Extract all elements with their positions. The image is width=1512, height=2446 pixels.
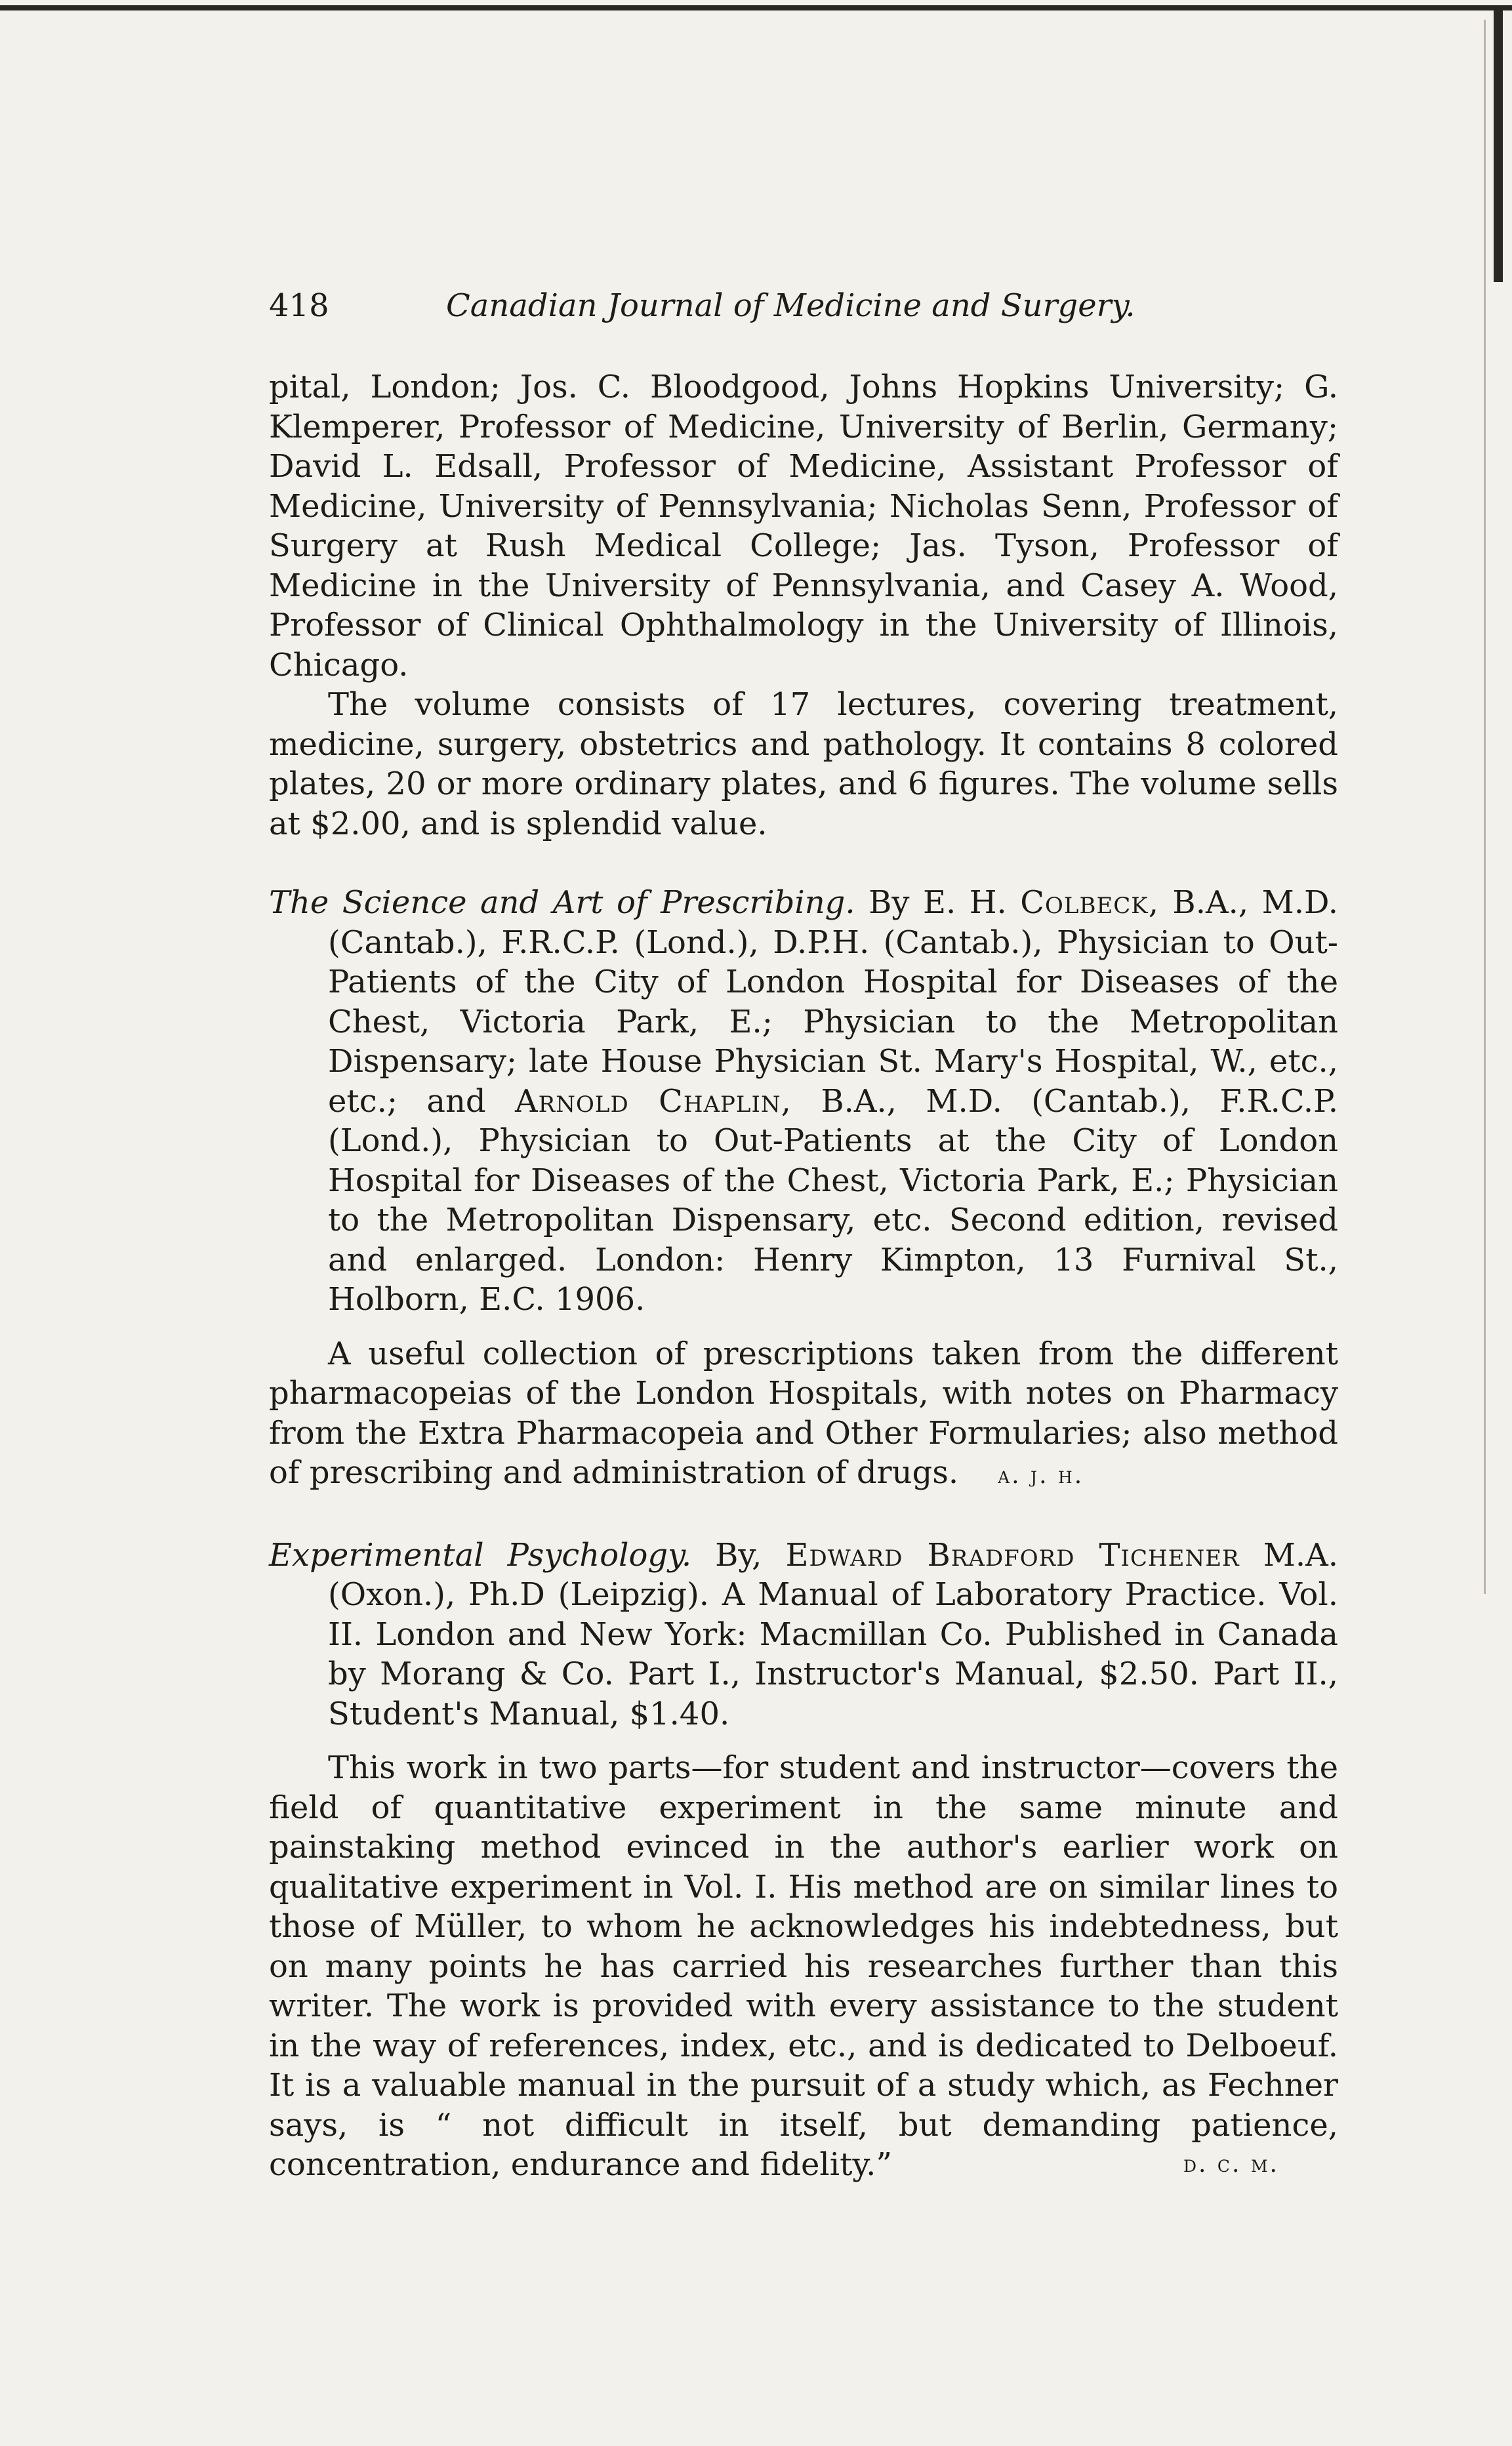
continuation-paragraph: pital, London; Jos. C. Bloodgood, Johns Hopkins University; G. Klemperer, Professor of Medicine, University of Berlin, Germany; David L. Edsall, Professor of Medicine, Assistant Professor of Medicine, University of Pennsylvania; Nicholas Senn, Professor of Surgery at Rush Medical College; Jas. Tyson, Professor of Medicine in the University of Pennsylvania, and Casey A. Wood, Professor of Clinical Ophthalmology in the University of Illinois, Chicago. — [269, 369, 1338, 683]
book-title: Experimental Psychology. — [269, 1536, 692, 1574]
page-header — [269, 287, 1338, 333]
review-entry-prescribing — [269, 883, 1338, 1320]
author-name: Edward Bradford Tichener — [785, 1536, 1240, 1574]
book-title: The Science and Art of Prescribing. — [269, 884, 855, 921]
page-edge-shadow — [1484, 20, 1486, 1594]
entry-details: B.A., M.D. (Cantab.), F.R.C.P. (Lond.), D.P.H. (Cantab.), Physician to Out-Patients of the City of London Hospital for Diseases of the Chest, Victoria Park, E.; Physician to the Metropolitan Dispensary; late House Physician St. Mary's Hospital, W., etc., etc.; and — [328, 884, 1339, 1120]
review-text: A useful collection of prescriptions taken from the different pharmacopeias of the London Hospitals, with notes on Pharmacy from the Extra Pharmacopeia and Other Formularies; also method of prescribing and administration of drugs. — [269, 1335, 1338, 1491]
page-edge-right — [1494, 7, 1503, 282]
running-title: Canadian Journal of Medicine and Surgery. — [446, 287, 1135, 324]
author-name: Colbeck, — [1020, 884, 1159, 921]
by-label: By, — [715, 1536, 762, 1574]
page-number: 418 — [269, 287, 329, 324]
review-body — [269, 1748, 1338, 2185]
page-body — [269, 367, 1338, 2185]
reviewer-signature: d. c. m. — [1183, 2151, 1279, 2178]
review-entry-psychology — [269, 1536, 1338, 1734]
by-label: By E. H. — [868, 884, 1007, 921]
entry-details: M.A. (Oxon.), Ph.D (Leipzig). A Manual of Laboratory Practice. Vol. II. London and New York: Macmillan Co. Published in Canada by Morang & Co. Part I., Instructor's Manual, $2.50. Part II., Student's Manual, $1.40. — [328, 1536, 1339, 1732]
entry-details: B.A., M.D. (Cantab.), F.R.C.P. (Lond.), Physician to Out-Patients at the City of London Hospital for Diseases of the Chest, Victoria Park, E.; Physician to the Metropolitan Dispensary, etc. Second edition, revised and enlarged. London: Henry Kimpton, 13 Furnival St., Holborn, E.C. 1906. — [328, 1082, 1339, 1318]
review-text: This work in two parts—for student and instructor—covers the field of quantitative experiment in the same minute and painstaking method evinced in the author's earlier work on qualitative experiment in Vol. I. His method are on similar lines to those of Müller, to whom he acknowledges his indebtedness, but on many points he has carried his researches further than this writer. The work is provided with every assistance to the student in the way of references, index, etc., and is dedicated to Delboeuf. It is a valuable manual in the pursuit of a study which, as Fechner says, is “ not difficult in itself, but demanding patience, concentration, endurance and fidelity.” — [269, 1749, 1338, 2183]
review-body — [269, 1334, 1338, 1496]
volume-description-paragraph: The volume consists of 17 lectures, covering treatment, medicine, surgery, obstetrics and pathology. It contains 8 colored plates, 20 or more ordinary plates, and 6 figures. The volume sells at $2.00, and is splendid value. — [269, 686, 1338, 842]
author-name: Arnold Chaplin, — [515, 1082, 792, 1120]
reviewer-signature: a. j. h. — [998, 1462, 1084, 1489]
page-edge-top — [0, 5, 1512, 10]
